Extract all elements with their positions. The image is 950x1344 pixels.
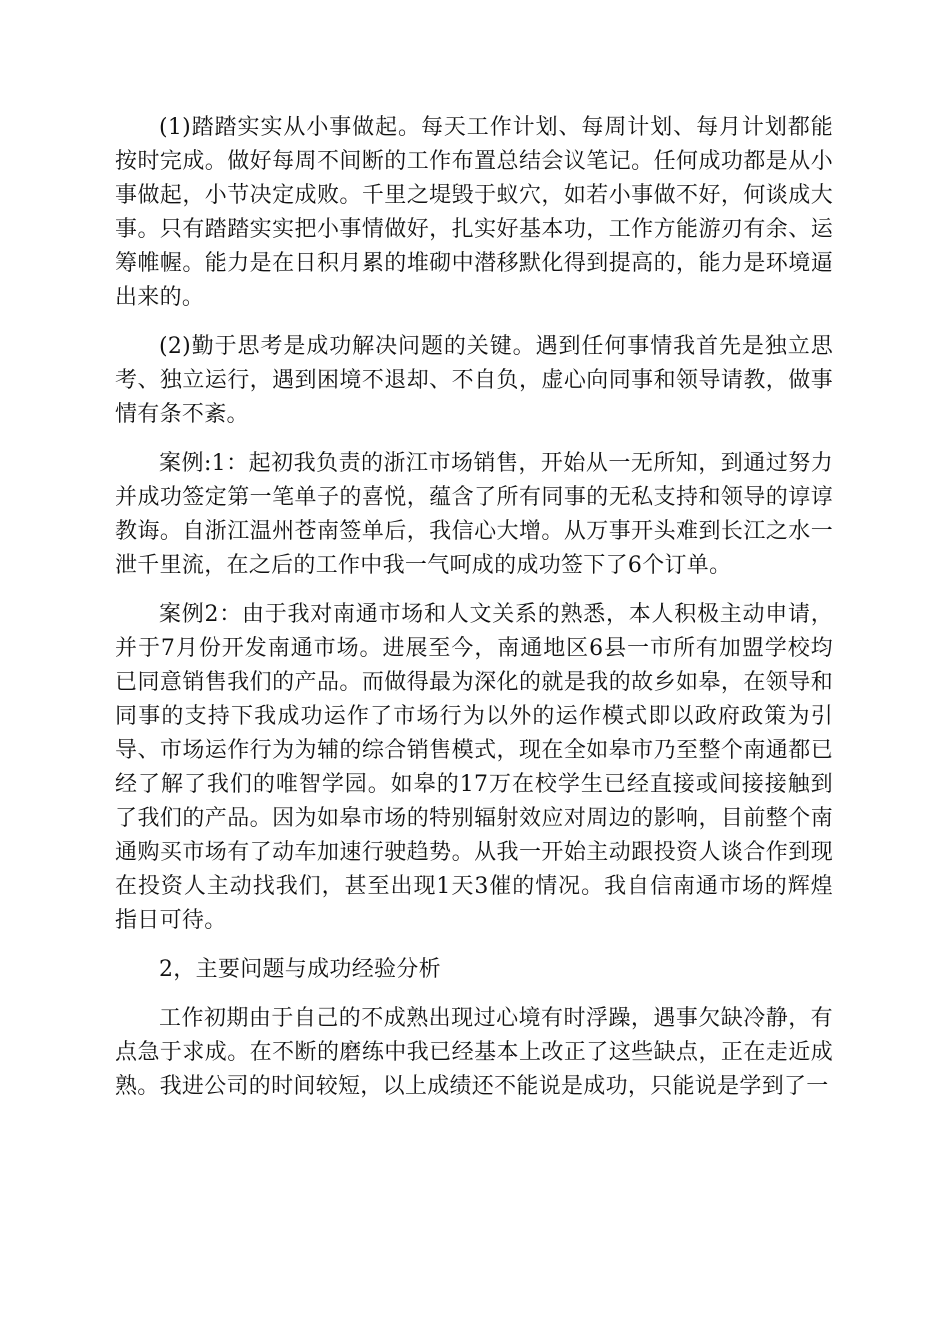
paragraph-case-2: 案例2：由于我对南通市场和人文关系的熟悉，本人积极主动申请，并于7月份开发南通市场。进展至今，南通地区6县一市所有加盟学校均已同意销售我们的产品。而做得最为深化的就是我的故乡如皋，在领导和同事的支持下我成功运作了市场行为以外的运作模式即以政府政策为引导、市场运作行为为辅的综合销售模式，现在全如皋市乃至整个南通都已经了解了我们的唯智学园。如皋的17万在校学生已经直接或间接接触到了我们的产品。因为如皋市场的特别辐射效应对周边的影响，目前整个南通购买市场有了动车加速行驶趋势。从我一开始主动跟投资人谈合作到现在投资人主动找我们，甚至出现1天3催的情况。我自信南通市场的辉煌指日可待。 <box>115 602 833 933</box>
document-page <box>115 111 833 1119</box>
paragraph-practical-work: (1)踏踏实实从小事做起。每天工作计划、每周计划、每月计划都能按时完成。做好每周不间断的工作布置总结会议笔记。任何成功都是从小事做起，小节决定成败。千里之堤毁于蚁穴，如若小事做不好，何谈成大事。只有踏踏实实把小事情做好，扎实好基本功，工作方能游刃有余、运筹帷幄。能力是在日积月累的堆砌中潜移默化得到提高的，能力是环境逼出来的。 <box>115 115 833 310</box>
paragraph-case-1: 案例:1：起初我负责的浙江市场销售，开始从一无所知，到通过努力并成功签定第一笔单子的喜悦，蕴含了所有同事的无私支持和领导的谆谆教诲。自浙江温州苍南签单后，我信心大增。从万事开头难到长江之水一泄千里流，在之后的工作中我一气呵成的成功签下了6个订单。 <box>115 451 833 578</box>
paragraph-early-work-issues: 工作初期由于自己的不成熟出现过心境有时浮躁，遇事欠缺冷静，有点急于求成。在不断的磨练中我已经基本上改正了这些缺点，正在走近成熟。我进公司的时间较短，以上成绩还不能说是成功，只能说是学到了一 <box>115 1006 833 1099</box>
section-heading-problems-analysis: 2，主要问题与成功经验分析 <box>159 957 441 982</box>
paragraph-diligent-thinking: (2)勤于思考是成功解决问题的关键。遇到任何事情我首先是独立思考、独立运行，遇到困境不退却、不自负，虚心向同事和领导请教，做事情有条不紊。 <box>115 334 833 427</box>
